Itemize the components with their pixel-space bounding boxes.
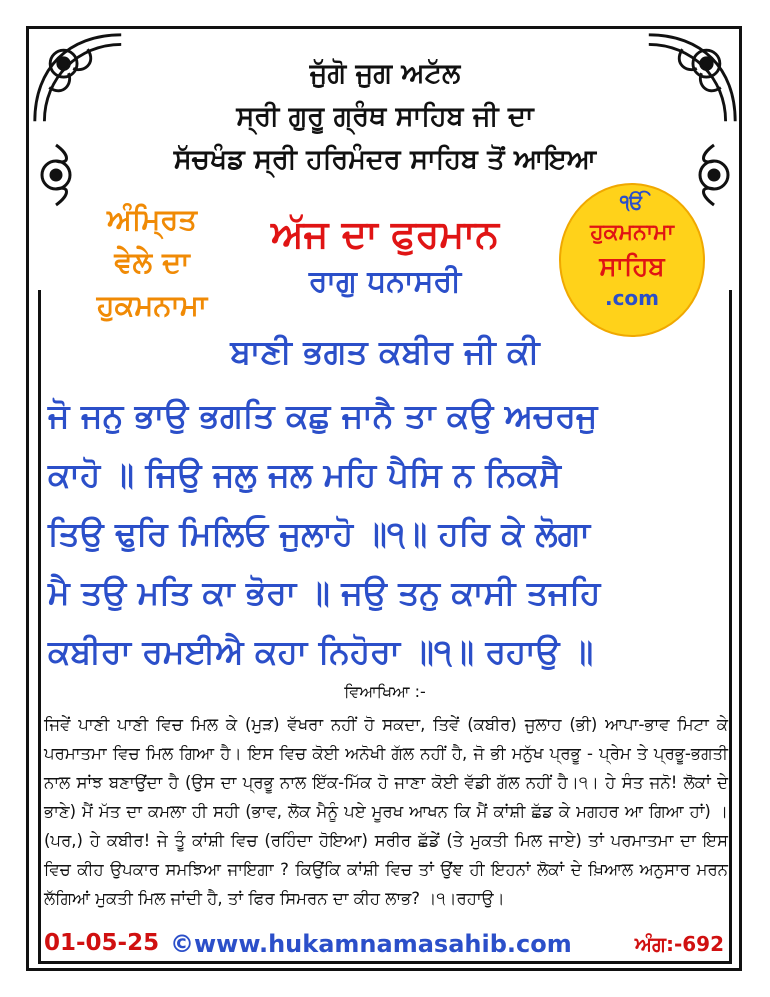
shabad-line-5: ਕਬੀਰਾ ਰਮਈਐ ਕਹਾ ਨਿਹੋਰਾ ॥੧॥ ਰਹਾਉ ॥: [48, 632, 594, 671]
raag-title: ਰਾਗੁ ਧਨਾਸਰੀ: [308, 264, 462, 299]
shabad-line-4: ਮੈ ਤਉ ਮਤਿ ਕਾ ਭੋਰਾ ॥ ਜਉ ਤਨੁ ਕਾਸੀ ਤਜਹਿ: [48, 573, 601, 612]
shabad-line-1: ਜੋ ਜਨੁ ਭਾਉ ਭਗਤਿ ਕਛੁ ਜਾਨੈ ਤਾ ਕਉ ਅਚਰਜੁ: [48, 396, 598, 435]
site-logo: [556, 180, 708, 340]
shabad-line-2: ਕਾਹੋ ॥ ਜਿਉ ਜਲੁ ਜਲ ਮਹਿ ਪੈਸਿ ਨ ਨਿਕਸੈ: [48, 455, 561, 494]
logo-line-2: ਸਾਹਿਬ: [599, 252, 665, 282]
today-title: ਅੱਜ ਦਾ ਫੁਰਮਾਨ: [271, 212, 499, 256]
header-line-1: ਜੁੱਗੋ ਜੁਗ ਅਟੱਲ: [309, 58, 461, 89]
shabad-block: [48, 386, 728, 681]
logo-line-3: .com: [604, 286, 660, 310]
footer-ang: ਅੰਗ:-692: [634, 932, 724, 956]
shabad-line-3: ਤਿਉ ਢੁਰਿ ਮਿਲਿਓ ਜੁਲਾਹੋ ॥੧॥ ਹਰਿ ਕੇ ਲੋਗਾ: [48, 514, 591, 553]
vyakhya-heading: ਵਿਆਖਿਆ :-: [344, 682, 426, 701]
vyakhya-text: ਜਿਵੇਂ ਪਾਣੀ ਪਾਣੀ ਵਿਚ ਮਿਲ ਕੇ (ਮੁੜ) ਵੱਖਰਾ ਨਹੀਂ ਹੋ ਸਕਦਾ, ਤਿਵੇਂ (ਕਬੀਰ) ਜੁਲਾਹ (ਭੀ) ਆਪਾ-ਭਾਵ ਮਿਟਾ ਕੇ ਪਰਮਾਤਮਾ ਵਿਚ ਮਿਲ ਗਿਆ ਹੈ। ਇਸ ਵਿਚ ਕੋਈ ਅਨੋਖੀ ਗੱਲ ਨਹੀਂ ਹੈ, ਜੋ ਭੀ ਮਨੁੱਖ ਪ੍ਰਭੂ - ਪ੍ਰੇਮ ਤੇ ਪ੍ਰਭੂ-ਭਗਤੀ ਨਾਲ ਸਾਂਝ ਬਣਾਉਂਦਾ ਹੈ (ਉਸ ਦਾ ਪ੍ਰਭੂ ਨਾਲ ਇੱਕ-ਮਿੱਕ ਹੋ ਜਾਣਾ ਕੋਈ ਵੱਡੀ ਗੱਲ ਨਹੀਂ ਹੈ।੧। ਹੇ ਸੰਤ ਜਨੋ! ਲੋਕਾਂ ਦੇ ਭਾਣੇ) ਮੈਂ ਮੱਤ ਦਾ ਕਮਲਾ ਹੀ ਸਹੀ (ਭਾਵ, ਲੋਕ ਮੈਨੂੰ ਪਏ ਮੂਰਖ ਆਖਨ ਕਿ ਮੈਂ ਕਾਂਸ਼ੀ ਛੱਡ ਕੇ ਮਗਹਰ ਆ ਗਿਆ ਹਾਂ) । (ਪਰ,) ਹੇ ਕਬੀਰ! ਜੇ ਤੂੰ ਕਾਂਸ਼ੀ ਵਿਚ (ਰਹਿੰਦਾ ਹੋਇਆ) ਸਰੀਰ ਛੱਡੇਂ (ਤੇ ਮੁਕਤੀ ਮਿਲ ਜਾਏ) ਤਾਂ ਪਰਮਾਤਮਾ ਦਾ ਇਸ ਵਿਚ ਕੀਹ ਉਪਕਾਰ ਸਮਝਿਆ ਜਾਇਗਾ ? ਕਿਉਂਕਿ ਕਾਂਸ਼ੀ ਵਿਚ ਤਾਂ ਉਂਞ ਹੀ ਇਹਨਾਂ ਲੋਕਾਂ ਦੇ ਖ਼ਿਆਲ ਅਨੁਸਾਰ ਮਰਨ ਲੱਗਿਆਂ ਮੁਕਤੀ ਮਿਲ ਜਾਂਦੀ ਹੈ, ਤਾਂ ਫਿਰ ਸਿਮਰਨ ਦਾ ਕੀਹ ਲਾਭ? ।੧।ਰਹਾਉ।: [44, 715, 728, 908]
amrit-line-2: ਵੇਲੇ ਦਾ: [114, 245, 190, 279]
header-block: [0, 52, 770, 181]
footer-website-link[interactable]: ©www.hukamnamasahib.com: [170, 930, 572, 958]
ik-onkar-symbol: ੴ: [619, 190, 645, 214]
header-line-3: ਸੱਚਖੰਡ ਸ੍ਰੀ ਹਰਿਮੰਦਰ ਸਾਹਿਬ ਤੋਂ ਆਇਆ: [173, 144, 597, 175]
amrit-line-3: ਹੁਕਮਨਾਮਾ: [96, 288, 208, 322]
footer-date: 01-05-25: [44, 930, 160, 956]
footer: [44, 930, 734, 962]
bani-title: ਬਾਣੀ ਭਗਤ ਕਬੀਰ ਜੀ ਕੀ: [230, 332, 540, 371]
amrit-line-1: ਅੰਮ੍ਰਿਤ: [107, 202, 197, 236]
logo-line-1: ਹੁਕਮਨਾਮਾ: [590, 220, 674, 245]
header-line-2: ਸ੍ਰੀ ਗੁਰੂ ਗ੍ਰੰਥ ਸਾਹਿਬ ਜੀ ਦਾ: [236, 101, 534, 132]
